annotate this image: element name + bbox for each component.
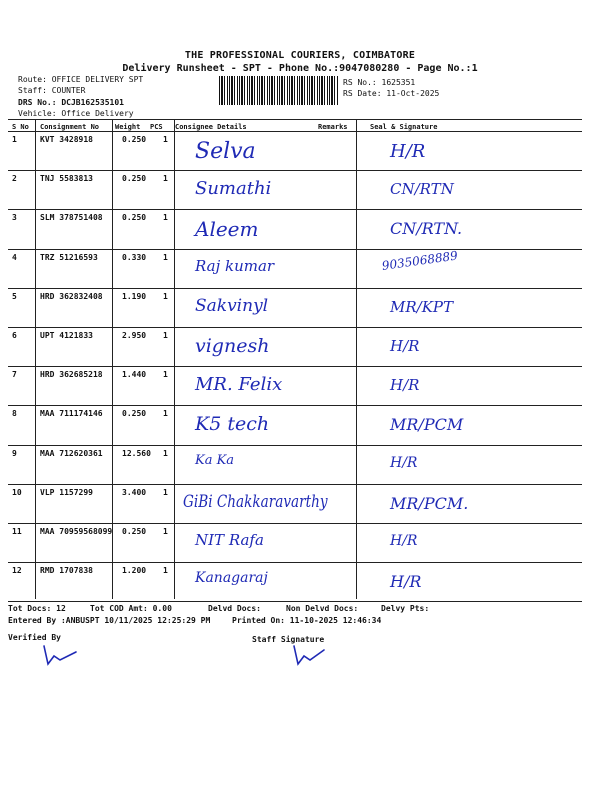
- row-sno: 6: [12, 331, 17, 340]
- entered-by: Entered By :ANBUSPT 10/11/2025 12:25:29 PM: [8, 616, 211, 625]
- row-consignment: TRZ 51216593: [40, 252, 98, 262]
- row-weight: 2.950: [122, 331, 147, 340]
- row-weight: 0.250: [122, 135, 147, 144]
- row-consignee-handwritten: Selva: [195, 139, 256, 164]
- row-consignee-handwritten: Kanagaraj: [195, 570, 268, 587]
- row-sno: 9: [12, 448, 17, 458]
- row-divider: [8, 366, 582, 367]
- row-consignment: TNJ 5583813: [40, 174, 93, 184]
- row-divider: [8, 209, 582, 210]
- row-remark-handwritten: H/R: [390, 337, 420, 355]
- row-consignee-handwritten: GiBi Chakkaravarthy: [183, 491, 328, 512]
- row-consignment: SLM 378751408: [40, 213, 103, 223]
- printed-on: Printed On: 11-10-2025 12:46:34: [232, 616, 382, 625]
- row-divider: [8, 288, 582, 289]
- rs-number: RS No.: 1625351: [343, 78, 416, 87]
- table-bottom-rule: [8, 601, 582, 602]
- row-consignee-handwritten: Raj kumar: [195, 256, 275, 275]
- row-pcs: 1: [163, 566, 168, 576]
- row-sno: 2: [12, 174, 17, 184]
- row-divider: [8, 523, 582, 524]
- row-consignment: KVT 3428918: [40, 135, 93, 144]
- row-consignment: MAA 70959568099: [40, 527, 113, 536]
- row-consignee-handwritten: K5 tech: [195, 413, 270, 436]
- header-top-rule: [8, 119, 582, 120]
- row-sno: 5: [12, 291, 17, 301]
- row-remark-handwritten: MR/PCM.: [390, 493, 469, 513]
- staff-signature: [290, 642, 330, 668]
- col-weight: Weight: [115, 123, 141, 131]
- rs-date: RS Date: 11-Oct-2025: [343, 89, 440, 98]
- company-title: THE PROFESSIONAL COURIERS, COIMBATORE: [184, 50, 416, 61]
- row-consignment: MAA 711174146: [40, 409, 103, 419]
- row-sno: 7: [12, 370, 17, 380]
- row-sno: 10: [12, 487, 22, 497]
- row-consignee-handwritten: Sakvinyl: [195, 295, 269, 316]
- row-consignment: HRD 362832408: [40, 291, 103, 301]
- staff-label: Staff: COUNTER: [18, 86, 86, 95]
- row-remark-handwritten: H/R: [390, 572, 422, 592]
- row-consignee-handwritten: Aleem: [195, 217, 259, 242]
- row-remark-handwritten: H/R: [390, 141, 426, 162]
- row-weight: 0.250: [122, 527, 147, 536]
- row-divider: [8, 405, 582, 406]
- row-weight: 1.200: [122, 566, 147, 576]
- row-sno: 8: [12, 409, 17, 419]
- header-bottom-rule: [8, 131, 582, 132]
- row-remark-handwritten: MR/KPT: [390, 297, 454, 316]
- row-consignee-handwritten: Sumathi: [195, 178, 272, 200]
- row-pcs: 1: [163, 527, 168, 536]
- row-remark-handwritten: CN/RTN.: [390, 219, 463, 239]
- row-pcs: 1: [163, 370, 168, 380]
- row-sno: 3: [12, 213, 17, 223]
- row-pcs: 1: [163, 252, 168, 262]
- row-remark-handwritten: H/R: [390, 376, 420, 395]
- col-remarks: Remarks: [318, 123, 348, 131]
- row-consignment: UPT 4121833: [40, 331, 93, 340]
- row-remark-handwritten: 9035068889: [381, 248, 459, 273]
- row-consignee-handwritten: NIT Rafa: [195, 531, 264, 549]
- row-sno: 11: [12, 527, 22, 536]
- col-seal: Seal & Signature: [370, 123, 438, 131]
- col-sno: S No: [12, 123, 29, 131]
- vehicle-label: Vehicle: Office Delivery: [18, 109, 134, 118]
- row-weight: 1.440: [122, 370, 147, 380]
- route-label: Route: OFFICE DELIVERY SPT: [18, 75, 144, 84]
- row-pcs: 1: [163, 213, 168, 223]
- row-consignment: VLP 1157299: [40, 487, 93, 497]
- row-divider: [8, 249, 582, 250]
- row-remark-handwritten: CN/RTN: [390, 180, 454, 199]
- col-pcs: PCS: [150, 123, 163, 131]
- drs-number: DRS No.: DCJB162535101: [18, 98, 124, 107]
- row-pcs: 1: [163, 448, 168, 458]
- row-weight: 0.250: [122, 174, 147, 184]
- row-divider: [8, 484, 582, 485]
- col-divider: [356, 119, 357, 599]
- row-consignment: HRD 362685218: [40, 370, 103, 380]
- row-sno: 4: [12, 252, 17, 262]
- row-pcs: 1: [163, 174, 168, 184]
- row-divider: [8, 445, 582, 446]
- row-pcs: 1: [163, 291, 168, 301]
- row-remark-handwritten: H/R: [390, 533, 418, 549]
- row-remark-handwritten: MR/PCM: [390, 415, 464, 435]
- row-divider: [8, 327, 582, 328]
- row-divider: [8, 562, 582, 563]
- col-divider: [174, 119, 175, 599]
- row-weight: 3.400: [122, 487, 147, 497]
- tot-docs: Tot Docs: 12: [8, 604, 66, 613]
- non-delivered-docs: Non Delvd Docs:: [286, 604, 359, 613]
- row-pcs: 1: [163, 331, 168, 340]
- verified-signature: [40, 642, 80, 668]
- row-weight: 1.190: [122, 291, 147, 301]
- row-consignment: MAA 712620361: [40, 448, 103, 458]
- barcode: [219, 76, 339, 105]
- row-pcs: 1: [163, 135, 168, 144]
- row-pcs: 1: [163, 487, 168, 497]
- delivery-points: Delvy Pts:: [381, 604, 430, 613]
- row-consignee-handwritten: Ka Ka: [195, 452, 235, 468]
- delivered-docs: Delvd Docs:: [208, 604, 261, 613]
- row-weight: 0.250: [122, 409, 147, 419]
- row-weight: 0.330: [122, 252, 147, 262]
- row-consignee-handwritten: vignesh: [195, 335, 270, 357]
- row-weight: 0.250: [122, 213, 147, 223]
- verified-by-label: Verified By: [8, 633, 61, 642]
- col-consignment: Consignment No: [40, 123, 100, 131]
- row-consignee-handwritten: MR. Felix: [195, 374, 283, 396]
- row-divider: [8, 170, 582, 171]
- col-divider: [35, 119, 36, 599]
- runsheet-subtitle: Delivery Runsheet - SPT - Phone No.:9047080280 - Page No.:1: [122, 63, 478, 74]
- row-remark-handwritten: H/R: [390, 454, 418, 471]
- staff-signature-label: Staff Signature: [252, 635, 325, 644]
- col-consignee: Consignee Details: [175, 123, 247, 131]
- tot-cod-amount: Tot COD Amt: 0.00: [90, 604, 172, 613]
- row-consignment: RMD 1707838: [40, 566, 93, 576]
- row-weight: 12.560: [122, 448, 151, 458]
- row-pcs: 1: [163, 409, 168, 419]
- row-sno: 1: [12, 135, 17, 144]
- row-sno: 12: [12, 566, 22, 576]
